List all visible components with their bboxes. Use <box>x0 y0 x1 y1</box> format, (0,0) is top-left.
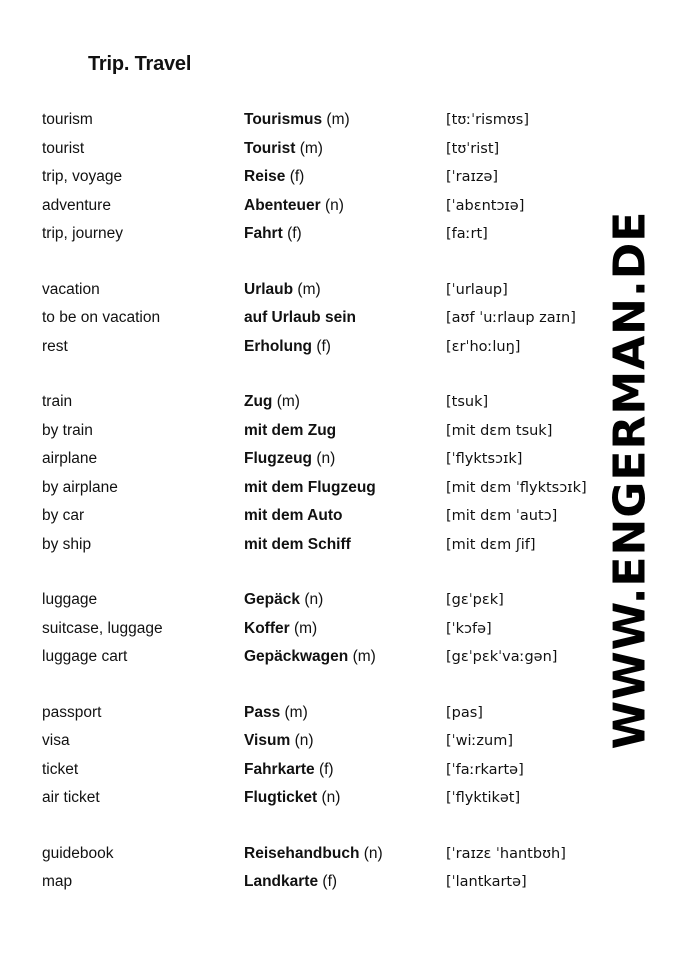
german-word: Landkarte <box>244 873 319 890</box>
gender-marker: (m) <box>299 139 323 157</box>
vocab-row <box>42 727 602 756</box>
english-term: trip, voyage <box>42 168 123 185</box>
german-word: Zug <box>244 393 273 410</box>
german-term <box>244 333 331 362</box>
pronunciation: [ˈlantkartə] <box>446 874 527 890</box>
gender-marker: (f) <box>289 168 305 185</box>
gender-marker: (m) <box>293 619 318 637</box>
vocab-row <box>42 417 602 446</box>
pronunciation: [ˈwiːzum] <box>446 733 513 749</box>
gender-marker: (f) <box>316 337 331 355</box>
german-word: Gepäckwagen <box>244 648 349 665</box>
vocab-row <box>42 643 602 672</box>
pronunciation: [ˈflyktikət] <box>446 790 521 806</box>
gender-marker: (m) <box>297 280 321 298</box>
german-term <box>244 699 308 728</box>
vocab-row <box>42 502 602 531</box>
german-word: Reise <box>244 168 286 185</box>
german-word: Gepäck <box>244 591 301 608</box>
vocab-group <box>42 106 602 249</box>
german-term <box>244 192 344 221</box>
german-word: Abenteuer <box>244 196 321 214</box>
english-term: ticket <box>42 760 79 778</box>
vocab-row <box>42 840 602 869</box>
vocab-row <box>42 756 602 785</box>
pronunciation: [ɛrˈhoːluŋ] <box>446 338 521 355</box>
german-word: Tourist <box>244 139 296 157</box>
vocab-row <box>42 220 602 249</box>
german-term <box>244 276 321 305</box>
gender-marker: (m) <box>276 393 300 410</box>
vocab-row <box>42 531 602 560</box>
pronunciation: [pas] <box>446 704 483 721</box>
english-term: tourism <box>42 111 93 128</box>
pronunciation: [mit dɛm ˈautɔ] <box>446 508 558 524</box>
german-term <box>244 586 323 615</box>
gender-marker: (n) <box>321 789 341 806</box>
english-term: air ticket <box>42 789 100 806</box>
english-term: luggage <box>42 591 98 608</box>
vocab-row <box>42 586 602 615</box>
pronunciation: [tsuk] <box>446 394 489 410</box>
pronunciation: [mit dɛm ˈflyktsɔɪk] <box>446 479 587 496</box>
vocab-row <box>42 135 602 164</box>
german-term <box>244 106 350 135</box>
gender-marker: (m) <box>326 111 350 128</box>
gender-marker: (f) <box>318 760 334 778</box>
german-term <box>244 643 376 672</box>
pronunciation: [tʊːˈrismʊs] <box>446 112 530 128</box>
gender-marker: (n) <box>363 844 383 862</box>
german-term <box>244 445 335 474</box>
vocab-row <box>42 784 602 813</box>
english-term: tourist <box>42 139 85 157</box>
pronunciation: [ˈraɪzə] <box>446 169 499 185</box>
gender-marker: (n) <box>294 732 314 749</box>
english-term: to be on vacation <box>42 309 161 326</box>
vocabulary-list <box>42 106 602 924</box>
gender-marker: (f) <box>322 873 338 890</box>
vocab-row <box>42 304 602 333</box>
gender-marker: (m) <box>284 703 308 721</box>
german-term <box>244 756 334 785</box>
vocab-group <box>42 586 602 672</box>
german-word: Reisehandbuch <box>244 844 360 862</box>
german-word: Fahrt <box>244 225 283 242</box>
german-word: mit dem Flugzeug <box>244 478 376 496</box>
pronunciation: [ˈurlaup] <box>446 281 508 298</box>
english-term: airplane <box>42 450 98 467</box>
english-term: by ship <box>42 535 92 553</box>
pronunciation: [ˈfaːrkartə] <box>446 761 524 778</box>
german-term <box>244 840 383 869</box>
german-term <box>244 135 323 164</box>
english-term: luggage cart <box>42 648 128 665</box>
german-term <box>244 727 314 756</box>
german-term <box>244 417 336 446</box>
vocab-row <box>42 276 602 305</box>
german-term <box>244 304 356 333</box>
vocab-row <box>42 106 602 135</box>
vocab-group <box>42 699 602 813</box>
gender-marker: (f) <box>287 225 302 242</box>
vocab-row <box>42 615 602 644</box>
english-term: adventure <box>42 196 111 214</box>
vocab-group <box>42 840 602 897</box>
german-term <box>244 615 317 644</box>
german-term <box>244 474 376 503</box>
pronunciation: [mit dɛm tsuk] <box>446 422 553 439</box>
english-term: by airplane <box>42 478 118 496</box>
german-word: Pass <box>244 703 281 721</box>
german-term <box>244 784 340 813</box>
pronunciation: [ˈabɛntɔɪə] <box>446 197 525 214</box>
english-term: suitcase, luggage <box>42 619 163 637</box>
german-word: auf Urlaub sein <box>244 309 356 326</box>
german-term <box>244 502 342 531</box>
english-term: trip, journey <box>42 225 123 242</box>
pronunciation: [aʊf ˈuːrlaup zaɪn] <box>446 310 576 326</box>
watermark: WWW.ENGERMAN.DE <box>604 210 656 750</box>
german-word: Flugticket <box>244 789 318 806</box>
pronunciation: [faːrt] <box>446 226 488 242</box>
pronunciation: [ˈraɪzɛ ˈhantbʊh] <box>446 845 566 862</box>
german-term <box>244 163 304 192</box>
english-term: vacation <box>42 280 100 298</box>
vocab-row <box>42 474 602 503</box>
german-term <box>244 868 337 897</box>
german-word: Visum <box>244 732 291 749</box>
gender-marker: (m) <box>352 648 376 665</box>
english-term: rest <box>42 337 68 355</box>
german-word: Urlaub <box>244 280 294 298</box>
vocab-row <box>42 445 602 474</box>
pronunciation: [gɛˈpɛk] <box>446 592 504 608</box>
pronunciation: [gɛˈpɛkˈvaːgən] <box>446 649 558 665</box>
vocab-row <box>42 868 602 897</box>
english-term: map <box>42 873 73 890</box>
german-word: Fahrkarte <box>244 760 315 778</box>
english-term: visa <box>42 732 70 749</box>
vocab-row <box>42 333 602 362</box>
page-title: Trip. Travel <box>88 53 192 75</box>
vocab-row <box>42 192 602 221</box>
vocab-group <box>42 276 602 362</box>
vocab-row <box>42 163 602 192</box>
english-term: guidebook <box>42 844 114 862</box>
german-word: Erholung <box>244 337 313 355</box>
german-word: mit dem Schiff <box>244 535 351 553</box>
german-term <box>244 531 351 560</box>
german-word: Flugzeug <box>244 450 313 467</box>
pronunciation: [mit dɛm ʃif] <box>446 536 536 553</box>
german-term <box>244 220 302 249</box>
english-term: passport <box>42 703 102 721</box>
german-term <box>244 388 300 417</box>
german-word: Tourismus <box>244 111 323 128</box>
english-term: by car <box>42 507 85 524</box>
german-word: mit dem Auto <box>244 507 343 524</box>
vocab-row <box>42 388 602 417</box>
german-word: Koffer <box>244 619 290 637</box>
gender-marker: (n) <box>304 591 324 608</box>
gender-marker: (n) <box>324 196 344 214</box>
pronunciation: [tʊˈrist] <box>446 140 500 157</box>
english-term: by train <box>42 421 93 439</box>
english-term: train <box>42 393 73 410</box>
gender-marker: (n) <box>316 450 336 467</box>
vocab-group <box>42 388 602 559</box>
german-word: mit dem Zug <box>244 421 337 439</box>
pronunciation: [ˈflyktsɔɪk] <box>446 451 523 467</box>
pronunciation: [ˈkɔfə] <box>446 620 492 637</box>
vocab-row <box>42 699 602 728</box>
